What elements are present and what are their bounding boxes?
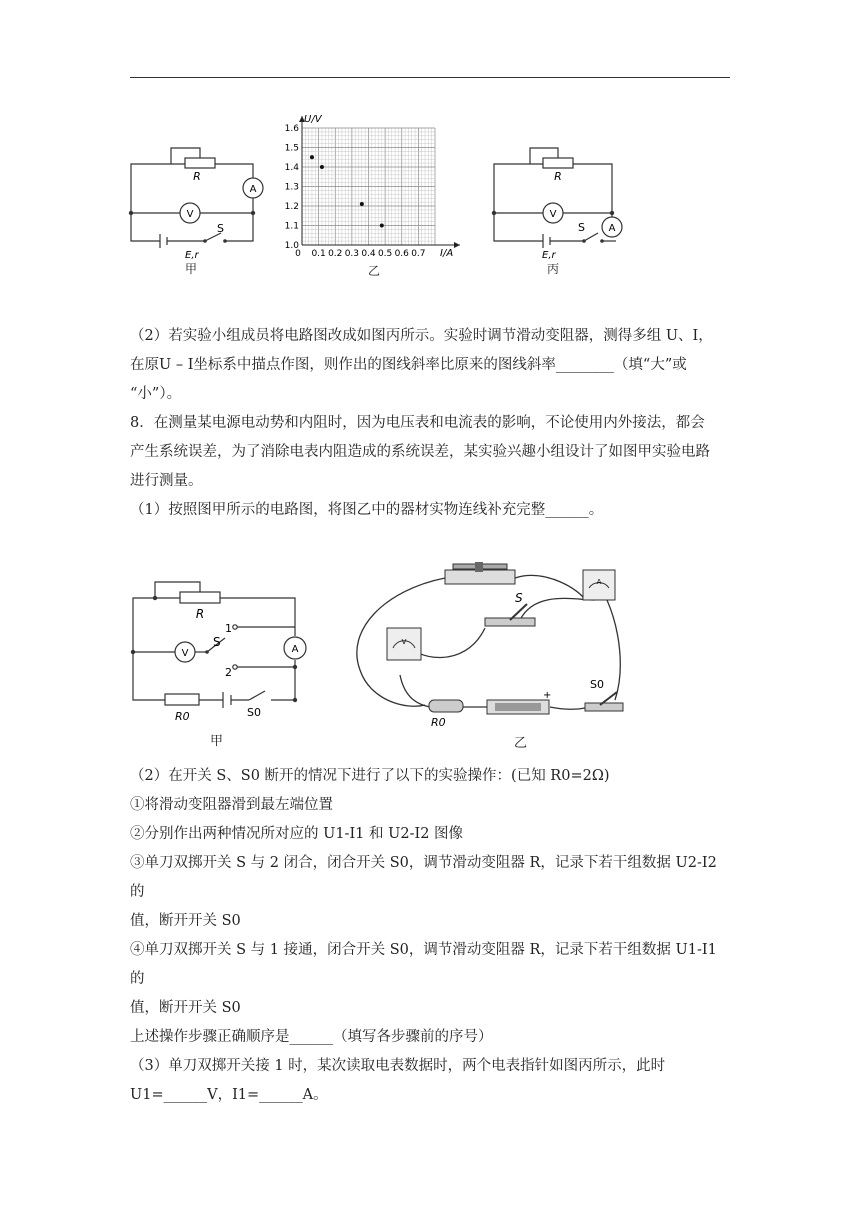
s0-label: S0 bbox=[247, 706, 261, 719]
s-label: S bbox=[578, 221, 585, 234]
y-tick-label: 1.3 bbox=[284, 182, 299, 193]
text-line: 进行测量。 bbox=[130, 473, 203, 489]
ammeter-device-icon bbox=[583, 570, 615, 600]
circuit-bing-top bbox=[488, 140, 638, 280]
caption-yi-top: 乙 bbox=[368, 264, 381, 278]
terminal-2: 2 bbox=[225, 666, 232, 679]
er-label: E,r bbox=[185, 250, 199, 261]
text-line: 上述操作步骤正确顺序是______（填写各步骤前的序号） bbox=[130, 1029, 493, 1045]
voltmeter-device-icon bbox=[387, 628, 421, 660]
a-label: A bbox=[291, 644, 299, 655]
s-label: S bbox=[515, 591, 523, 605]
data-point bbox=[360, 202, 364, 206]
x-arrow bbox=[454, 242, 460, 248]
v-label: V bbox=[181, 648, 189, 659]
question-2-part bbox=[130, 322, 730, 525]
r-label: R bbox=[195, 607, 205, 621]
text-line: 在原U – I坐标系中描点作图，则作出的图线斜率比原来的图线斜率________（填“大”或 bbox=[130, 357, 687, 373]
text-line: ②分别作出两种情况所对应的 U1-I1 和 U2-I2 图像 bbox=[130, 826, 464, 842]
resistor-r0-icon bbox=[429, 700, 463, 712]
r-label: R bbox=[193, 170, 201, 183]
y-tick-label: 1.1 bbox=[284, 221, 299, 232]
text-line: ④单刀双掷开关 S 与 1 接通，闭合开关 S0，调节滑动变阻器 R，记录下若干组数据 U1-I1 的 bbox=[130, 942, 717, 987]
terminal-1: 1 bbox=[225, 622, 232, 635]
text-line: 8．在测量某电源电动势和内阻时，因为电压表和电流表的影响，不论使用内外接法，都会 bbox=[130, 415, 705, 431]
text-line: “小”）。 bbox=[130, 386, 182, 402]
caption-jia-mid: 甲 bbox=[210, 734, 224, 749]
text-line: （1）按照图甲所示的电路图，将图乙中的器材实物连线补充完整______。 bbox=[130, 502, 604, 518]
r0-label: R0 bbox=[175, 710, 190, 720]
text-line: ①将滑动变阻器滑到最左端位置 bbox=[130, 797, 333, 813]
text-line: ③单刀双掷开关 S 与 2 闭合，闭合开关 S0，调节滑动变阻器 R，记录下若干组数据 U2-I2 的 bbox=[130, 855, 717, 900]
apparatus-yi bbox=[345, 560, 635, 730]
question-8-part-2 bbox=[130, 762, 730, 1110]
x-tick-label: 0.1 bbox=[311, 249, 326, 259]
caption-jia-top: 甲 bbox=[185, 262, 198, 276]
x-axis-label: I/A bbox=[440, 248, 454, 259]
svg-text:A: A bbox=[596, 578, 602, 586]
y-tick-label: 1.0 bbox=[284, 241, 299, 251]
y-tick-label: 1.5 bbox=[284, 143, 299, 154]
data-point bbox=[320, 165, 324, 169]
s-label: S bbox=[213, 635, 221, 649]
y-axis-label: U/V bbox=[304, 114, 322, 125]
text-line: U1=______V，I1=______A。 bbox=[130, 1087, 328, 1103]
a-label: A bbox=[608, 223, 616, 234]
x-tick-label: 0.2 bbox=[328, 249, 343, 259]
text-line: 值，断开开关 S0 bbox=[130, 913, 241, 929]
svg-text:V: V bbox=[401, 638, 407, 646]
s-label: S bbox=[217, 222, 224, 235]
circuit-jia-top bbox=[125, 140, 275, 280]
text-line: （2）若实验小组成员将电路图改成如图丙所示。实验时调节滑动变阻器，测得多组 U、I， bbox=[130, 328, 713, 344]
s0-label: S0 bbox=[590, 678, 604, 691]
battery-icon bbox=[487, 700, 549, 714]
data-point bbox=[310, 155, 314, 159]
r-label: R bbox=[554, 170, 562, 183]
y-tick-label: 1.6 bbox=[284, 124, 299, 134]
y-tick-label: 1.4 bbox=[284, 163, 299, 173]
switch-s-icon bbox=[485, 604, 535, 626]
caption-bing-top: 丙 bbox=[547, 262, 560, 276]
v-label: V bbox=[186, 209, 194, 220]
x-tick-label: 0.5 bbox=[377, 249, 393, 259]
er-label: E,r bbox=[542, 250, 556, 261]
v-label: V bbox=[549, 209, 557, 220]
text-line: 产生系统误差，为了消除电表内阻造成的系统误差，某实验兴趣小组设计了如图甲实验电路 bbox=[130, 444, 710, 460]
text-line: 值，断开开关 S0 bbox=[130, 1000, 241, 1016]
y-tick-label: 1.2 bbox=[284, 202, 299, 212]
x-tick-label: 0.3 bbox=[344, 249, 360, 259]
plus-label: + bbox=[543, 690, 552, 701]
r0-label: R0 bbox=[431, 716, 446, 729]
switch-s0-icon bbox=[585, 692, 623, 711]
header-rule bbox=[130, 77, 730, 78]
x-tick-label: 0.4 bbox=[361, 249, 376, 259]
x-tick-label: 0.6 bbox=[394, 249, 409, 259]
x-tick-label: 0.7 bbox=[411, 249, 426, 259]
caption-yi-mid: 乙 bbox=[514, 736, 528, 751]
rheostat-icon bbox=[445, 562, 515, 584]
data-point bbox=[380, 224, 384, 228]
circuit-jia-mid bbox=[125, 570, 315, 720]
x-tick-label: 0 bbox=[295, 249, 301, 259]
text-line: （2）在开关 S、S0 断开的情况下进行了以下的实验操作：(已知 R0=2Ω) bbox=[130, 768, 610, 784]
a-label: A bbox=[249, 184, 257, 195]
text-line: （3）单刀双掷开关接 1 时，某次读取电表数据时，两个电表指针如图丙所示，此时 bbox=[130, 1058, 666, 1074]
ui-chart bbox=[280, 110, 480, 265]
